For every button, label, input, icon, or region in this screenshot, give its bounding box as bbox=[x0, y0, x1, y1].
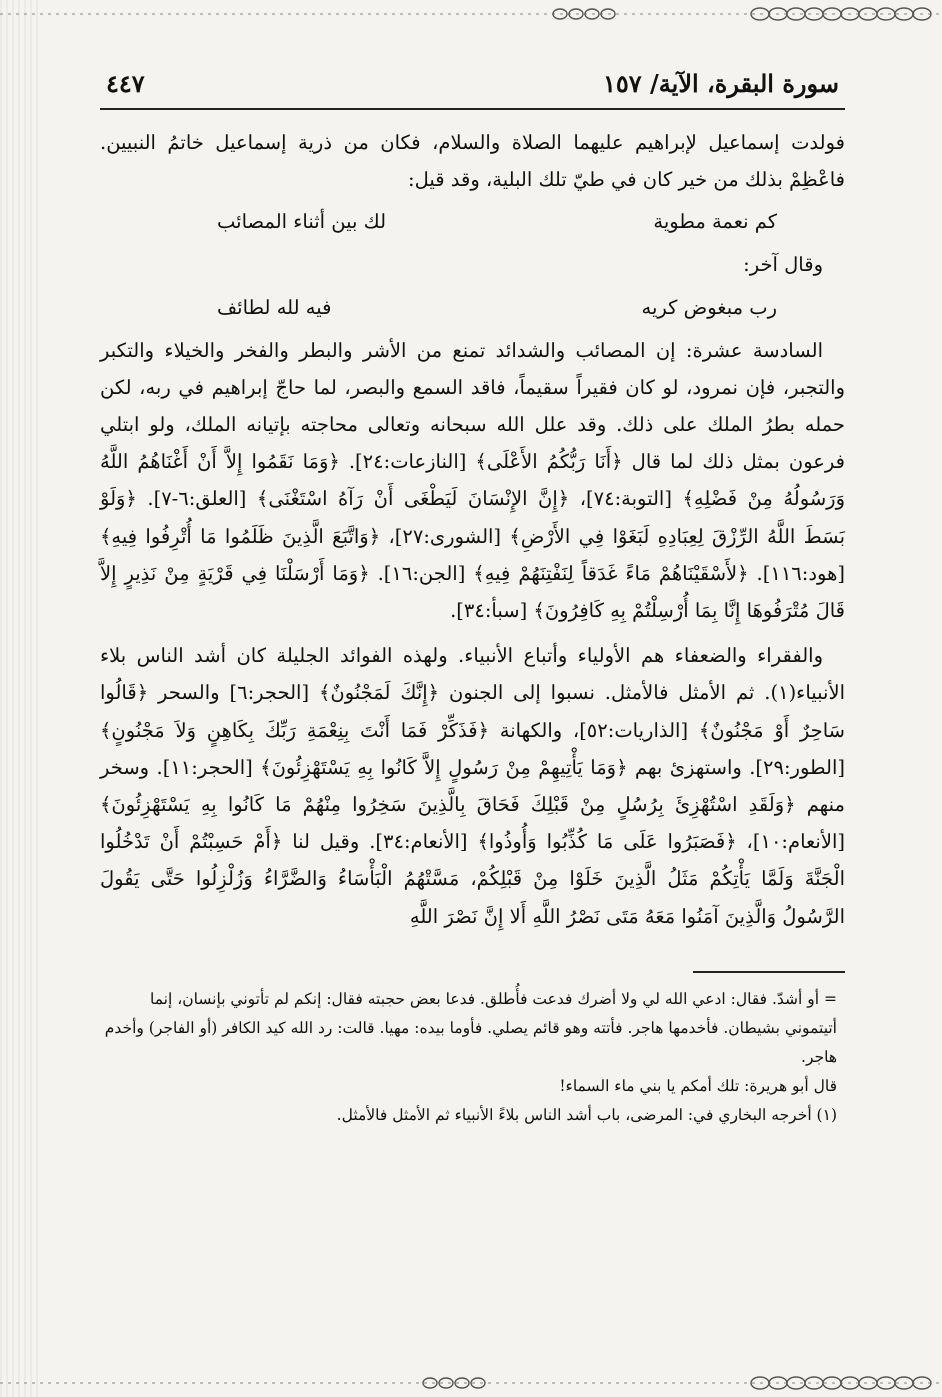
top-ornament-border bbox=[0, 0, 942, 28]
footnote-1: (١) أخرجه البخاري في: المرضى، باب أشد الناس بلاءً الأنبياء ثم الأمثل فالأمثل. bbox=[336, 1105, 837, 1124]
running-header bbox=[100, 60, 845, 110]
footnote-separator bbox=[693, 971, 845, 973]
poem-verse-2 bbox=[217, 284, 777, 332]
paragraph-2: وقال آخر: bbox=[743, 253, 823, 277]
footnote-continuation: = أو أشدّ. فقال: ادعي الله لي ولا أضرك فدعت فأُطلق. فدعا بعض حجبته فقال: إنكم لم تأتوني بإنسان، إنما أتيتموني بشيطان. فأخدمها هاجر. فأتته وهو قائم يصلي. فأوما بيده: مهيا. قالت: رد الله كيد الكافر (أو الفاجر) وأخدم هاجر. bbox=[104, 989, 837, 1066]
page-edge-texture bbox=[0, 0, 40, 1397]
paragraph-1: فولدت إسماعيل لإبراهيم عليهما الصلاة والسلام، فكان من ذرية إسماعيل خاتمُ النبيين. فاعْظِمْ بذلك من خير كان في طيّ تلك البلية، وقد قيل: bbox=[100, 131, 845, 192]
verse-1-first-hemistich: كم نعمة مطوية bbox=[653, 210, 777, 234]
verse-2-second-hemistich: فيه لله لطائف bbox=[217, 295, 332, 319]
paragraph-3: السادسة عشرة: إن المصائب والشدائد تمنع من الأشر والبطر والفخر والخيلاء والتكبر والتجبر، فإن نمرود، لو كان فقيراً سقيماً، فاقد السمع والبصر، لما حاجّ إبراهيم في ربه، لكن حمله بطرُ الملك على ذلك. وقد علل الله سبحانه وتعالى محاجته بإتيانه الملك، ولو ابتلي فرعون بمثل ذلك لما قال ﴿أَنَا رَبُّكُمُ الأَعْلَى﴾ [النازعات:٢٤]. ﴿وَمَا نَقَمُوا إِلاَّ أَنْ أَغْنَاهُمُ اللَّهُ وَرَسُولُهُ مِنْ فَضْلِهِ﴾ [التوبة:٧٤]، ﴿إِنَّ الإِنْسَانَ لَيَطْغَى أَنْ رَآهُ اسْتَغْنَى﴾ [العلق:٦-٧]. ﴿وَلَوْ بَسَطَ اللَّهُ الرِّزْقَ لِعِبَادِهِ لَبَغَوْا فِي الأَرْضِ﴾ [الشورى:٢٧]، ﴿وَاتَّبَعَ الَّذِينَ ظَلَمُوا مَا أُتْرِفُوا فِيهِ﴾ [هود:١١٦]. ﴿لأَسْقَيْنَاهُمْ مَاءً غَدَقاً لِنَفْتِنَهُمْ فِيهِ﴾ [الجن:١٦]. ﴿وَمَا أَرْسَلْنَا فِي قَرْيَةٍ مِنْ نَذِيرٍ إِلاَّ قَالَ مُتْرَفُوهَا إِنَّا بِمَا أُرْسِلْتُمْ بِهِ كَافِرُونَ﴾ [سبأ:٣٤]. bbox=[100, 338, 845, 623]
page-number: ٤٤٧ bbox=[106, 68, 145, 98]
verse-2-first-hemistich: رب مبغوض كريه bbox=[641, 295, 777, 319]
main-text bbox=[100, 124, 845, 935]
bottom-ornament-border bbox=[0, 1369, 942, 1397]
footnote-abu-hurayra: قال أبو هريرة: تلك أمكم يا بني ماء السماء! bbox=[559, 1076, 837, 1095]
book-page bbox=[100, 60, 845, 1130]
paragraph-4: والفقراء والضعفاء هم الأولياء وأتباع الأنبياء. ولهذه الفوائد الجليلة كان أشد الناس بلاء الأنبياء(١). ثم الأمثل فالأمثل. نسبوا إلى الجنون ﴿إِنَّكَ لَمَجْنُونٌ﴾ [الحجر:٦] والسحر ﴿قَالُوا سَاحِرٌ أَوْ مَجْنُونٌ﴾ [الذاريات:٥٢]، والكهانة ﴿فَذَكِّرْ فَمَا أَنْتَ بِنِعْمَةِ رَبِّكَ بِكَاهِنٍ وَلاَ مَجْنُونٍ﴾ [الطور:٢٩]. واستهزئ بهم ﴿وَمَا يَأْتِيهِمْ مِنْ رَسُولٍ إِلاَّ كَانُوا بِهِ يَسْتَهْزِئُونَ﴾ [الحجر:١١]. وسخر منهم ﴿وَلَقَدِ اسْتُهْزِئَ بِرُسُلٍ مِنْ قَبْلِكَ فَحَاقَ بِالَّذِينَ سَخِرُوا مِنْهُمْ مَا كَانُوا بِهِ يَسْتَهْزِئُونَ﴾ [الأنعام:١٠]، ﴿فَصَبَرُوا عَلَى مَا كُذِّبُوا وَأُوذُوا﴾ [الأنعام:٣٤]. وقيل لنا ﴿أَمْ حَسِبْتُمْ أَنْ تَدْخُلُوا الْجَنَّةَ وَلَمَّا يَأْتِكُمْ مَثَلُ الَّذِينَ خَلَوْا مِنْ قَبْلِكُمْ، مَسَّتْهُمُ الْبَأْسَاءُ وَالضَّرَّاءُ وَزُلْزِلُوا حَتَّى يَقُولَ الرَّسُولُ وَالَّذِينَ آمَنُوا مَعَهُ مَتَى نَصْرُ اللَّهِ أَلا إِنَّ نَصْرَ اللَّهِ bbox=[100, 644, 846, 928]
running-title: سورة البقرة، الآية/ ١٥٧ bbox=[602, 68, 839, 98]
poem-verse-1 bbox=[217, 198, 777, 246]
verse-1-second-hemistich: لك بين أثناء المصائب bbox=[217, 210, 387, 234]
footnotes bbox=[100, 985, 845, 1130]
